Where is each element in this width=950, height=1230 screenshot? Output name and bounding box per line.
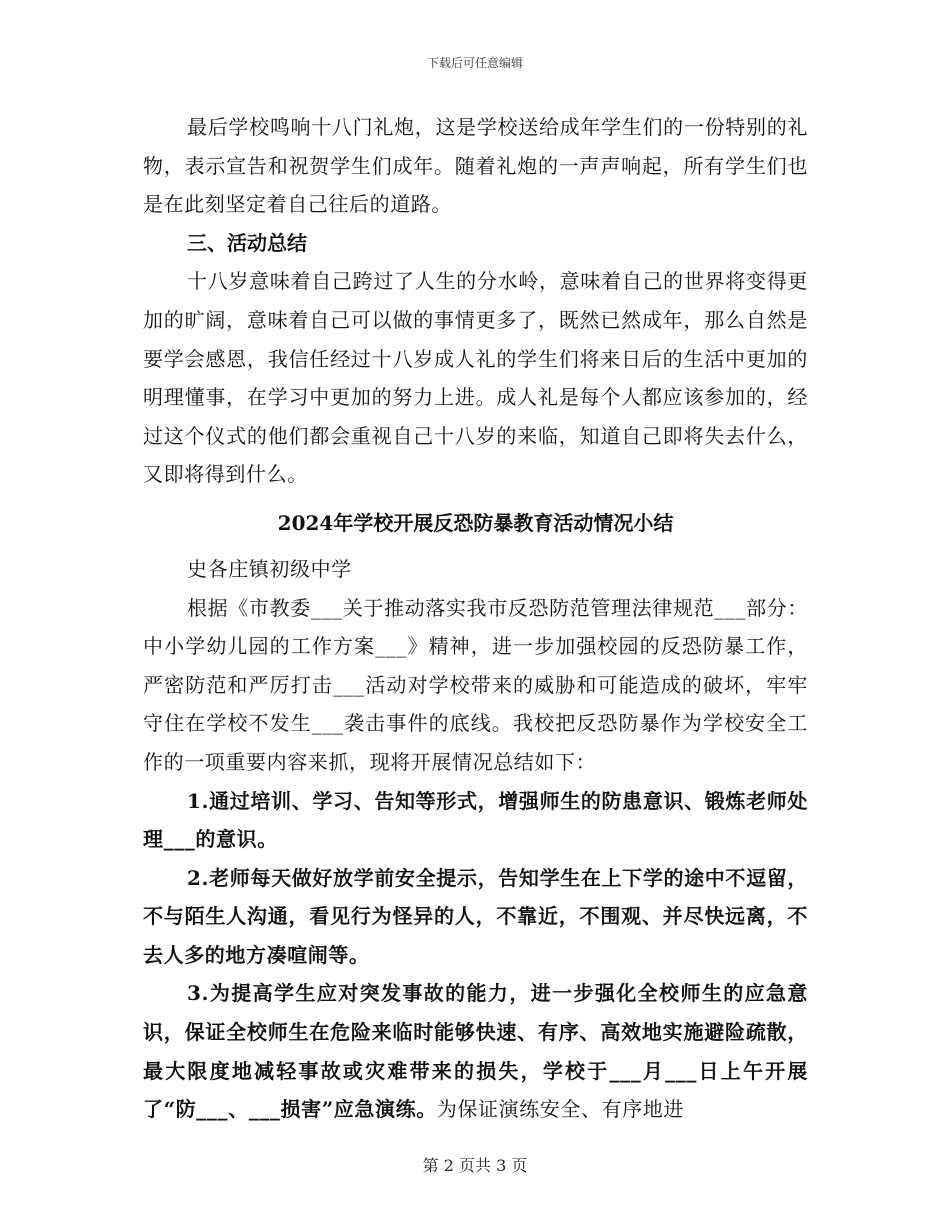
school-name: 史各庄镇初级中学 <box>187 556 352 581</box>
list-item-3-bold: 3.为提高学生应对突发事故的能力，进一步强化全校师生的应急意识，保证全校师生在危险来临时能够快速、有序、高效地实施避险疏散，最大限度地减轻事故或灾难带来的损失，学校于___月___日上午开展了“防___、___损害”应急演练。 <box>143 981 808 1122</box>
list-item-3-rest: 为保证演练安全、有序地进 <box>436 1097 685 1122</box>
paragraph-summary: 十八岁意味着自己跨过了人生的分水岭，意味着自己的世界将变得更加的旷阔，意味着自己可以做的事情更多了，既然已然成年，那么自然是要学会感恩，我信任经过十八岁成人礼的学生们将来日后的生活中更加的明理懂事，在学习中更加的努力上进。成人礼是每个人都应该参加的，经过这个仪式的他们都会重视自己十八岁的来临，知道自己即将失去什么，又即将得到什么。 <box>143 269 808 487</box>
section-heading-summary: 三、活动总结 <box>187 230 307 255</box>
page-footer: 第 2 页共 3 页 <box>422 1156 528 1175</box>
list-item-2: 2.老师每天做好放学前安全提示，告知学生在上下学的途中不逗留，不与陌生人沟通，看见行为怪异的人，不靠近，不围观、并尽快远离，不去人多的地方凑喧闹等。 <box>143 865 808 967</box>
page-header: 下载后可任意编辑 <box>426 56 523 70</box>
list-item-1: 1.通过培训、学习、告知等形式，增强师生的防患意识、锻炼老师处理___的意识。 <box>143 788 808 852</box>
article-title: 2024年学校开展反恐防暴教育活动情况小结 <box>277 510 674 535</box>
document-body <box>143 108 808 1129</box>
paragraph-ceremony: 最后学校鸣响十八门礼炮，这是学校送给成年学生们的一份特别的礼物，表示宣告和祝贺学生们成年。随着礼炮的一声声响起，所有学生们也是在此刻坚定着自己往后的道路。 <box>143 115 808 217</box>
paragraph-intro: 根据《市教委___关于推动落实我市反恐防范管理法律规范___部分：中小学幼儿园的工作方案___》精神，进一步加强校园的反恐防暴工作，严密防范和严厉打击___活动对学校带来的威胁和可能造成的破坏，牢牢守住在学校不发生___袭击事件的底线。我校把反恐防暴作为学校安全工作的一项重要内容来抓，现将开展情况总结如下： <box>143 595 808 774</box>
list-item-3 <box>143 974 808 1128</box>
